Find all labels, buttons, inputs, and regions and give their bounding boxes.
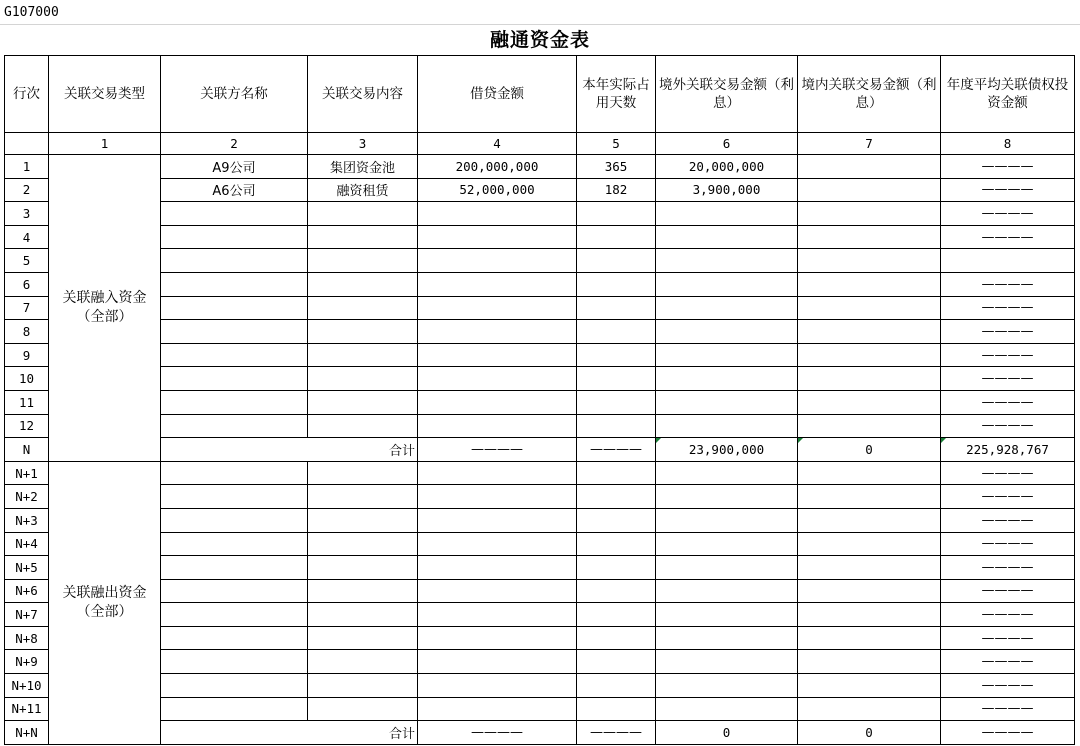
party-cell[interactable]	[161, 249, 308, 273]
column-number-cell[interactable]: 3	[308, 133, 418, 155]
header-cell[interactable]: 关联交易类型	[49, 56, 161, 133]
average-amount-cell[interactable]: ————	[941, 579, 1075, 603]
domestic-amount-cell[interactable]	[798, 556, 941, 580]
party-cell[interactable]	[161, 485, 308, 509]
foreign-amount-cell[interactable]	[656, 650, 798, 674]
average-amount-cell[interactable]: ————	[941, 461, 1075, 485]
amount-cell[interactable]	[418, 461, 577, 485]
row-number-cell[interactable]: 12	[5, 414, 49, 438]
domestic-amount-cell[interactable]	[798, 603, 941, 627]
average-amount-cell[interactable]: ————	[941, 178, 1075, 202]
total-label[interactable]: 合计	[161, 438, 418, 462]
content-cell[interactable]	[308, 650, 418, 674]
row-number-cell[interactable]: 1	[5, 155, 49, 179]
domestic-amount-cell[interactable]: 0	[798, 438, 941, 462]
days-cell[interactable]	[577, 579, 656, 603]
content-cell[interactable]: 融资租赁	[308, 178, 418, 202]
row-number-cell[interactable]: N+10	[5, 674, 49, 698]
table-row	[5, 650, 1075, 674]
average-amount-cell[interactable]: ————	[941, 650, 1075, 674]
domestic-amount-cell[interactable]	[798, 650, 941, 674]
foreign-amount-cell[interactable]	[656, 249, 798, 273]
party-cell[interactable]: A9公司	[161, 155, 308, 179]
domestic-amount-cell[interactable]: 0	[798, 721, 941, 745]
table-row	[5, 343, 1075, 367]
foreign-amount-cell[interactable]	[656, 697, 798, 721]
column-number-cell[interactable]: 8	[941, 133, 1075, 155]
foreign-amount-cell[interactable]: 20,000,000	[656, 155, 798, 179]
domestic-amount-cell[interactable]	[798, 390, 941, 414]
amount-cell[interactable]: ————	[418, 721, 577, 745]
party-cell[interactable]	[161, 390, 308, 414]
table-row	[5, 414, 1075, 438]
amount-cell[interactable]	[418, 343, 577, 367]
content-cell[interactable]	[308, 603, 418, 627]
table-row	[5, 178, 1075, 202]
days-cell[interactable]	[577, 461, 656, 485]
row-number-cell[interactable]: 5	[5, 249, 49, 273]
content-cell[interactable]	[308, 202, 418, 226]
row-number-cell[interactable]: N+6	[5, 579, 49, 603]
domestic-amount-cell[interactable]	[798, 272, 941, 296]
foreign-amount-cell[interactable]: 3,900,000	[656, 178, 798, 202]
foreign-amount-cell[interactable]	[656, 225, 798, 249]
group-out-label[interactable]: 关联融出资金（全部）	[49, 461, 161, 744]
days-cell[interactable]	[577, 674, 656, 698]
days-cell[interactable]: ————	[577, 721, 656, 745]
amount-cell[interactable]: 52,000,000	[418, 178, 577, 202]
table-row	[5, 367, 1075, 391]
domestic-amount-cell[interactable]	[798, 367, 941, 391]
amount-cell[interactable]	[418, 674, 577, 698]
table-row	[5, 461, 1075, 485]
foreign-amount-cell[interactable]	[656, 508, 798, 532]
days-cell[interactable]	[577, 225, 656, 249]
days-cell[interactable]	[577, 296, 656, 320]
content-cell[interactable]	[308, 367, 418, 391]
average-amount-cell[interactable]: ————	[941, 697, 1075, 721]
average-amount-cell[interactable]: ————	[941, 296, 1075, 320]
average-amount-cell[interactable]: ————	[941, 343, 1075, 367]
content-cell[interactable]	[308, 461, 418, 485]
party-cell[interactable]: A6公司	[161, 178, 308, 202]
amount-cell[interactable]	[418, 603, 577, 627]
days-cell[interactable]	[577, 626, 656, 650]
total-row	[5, 721, 1075, 745]
days-cell[interactable]	[577, 603, 656, 627]
foreign-amount-cell[interactable]	[656, 272, 798, 296]
party-cell[interactable]	[161, 320, 308, 344]
column-number-cell[interactable]: 6	[656, 133, 798, 155]
foreign-amount-cell[interactable]	[656, 461, 798, 485]
row-number-cell[interactable]: N+1	[5, 461, 49, 485]
table-row	[5, 296, 1075, 320]
row-number-cell[interactable]: N	[5, 438, 49, 462]
days-cell[interactable]	[577, 532, 656, 556]
average-amount-cell[interactable]: ————	[941, 721, 1075, 745]
days-cell[interactable]	[577, 367, 656, 391]
days-cell[interactable]	[577, 272, 656, 296]
domestic-amount-cell[interactable]	[798, 414, 941, 438]
days-cell[interactable]	[577, 249, 656, 273]
domestic-amount-cell[interactable]	[798, 249, 941, 273]
row-number-cell[interactable]: 9	[5, 343, 49, 367]
party-cell[interactable]	[161, 603, 308, 627]
foreign-amount-cell[interactable]	[656, 320, 798, 344]
content-cell[interactable]	[308, 225, 418, 249]
party-cell[interactable]	[161, 461, 308, 485]
amount-cell[interactable]	[418, 626, 577, 650]
foreign-amount-cell[interactable]	[656, 485, 798, 509]
header-cell[interactable]: 行次	[5, 56, 49, 133]
column-number-cell[interactable]: 2	[161, 133, 308, 155]
foreign-amount-cell[interactable]	[656, 579, 798, 603]
content-cell[interactable]	[308, 626, 418, 650]
party-cell[interactable]	[161, 650, 308, 674]
header-cell[interactable]: 年度平均关联债权投资金额	[941, 56, 1075, 133]
days-cell[interactable]: ————	[577, 438, 656, 462]
domestic-amount-cell[interactable]	[798, 155, 941, 179]
average-amount-cell[interactable]: ————	[941, 508, 1075, 532]
party-cell[interactable]	[161, 579, 308, 603]
average-amount-cell[interactable]: ————	[941, 626, 1075, 650]
days-cell[interactable]	[577, 485, 656, 509]
table-row	[5, 603, 1075, 627]
row-number-cell[interactable]: N+4	[5, 532, 49, 556]
table-row	[5, 202, 1075, 226]
table-row	[5, 532, 1075, 556]
table-row	[5, 390, 1075, 414]
domestic-amount-cell[interactable]	[798, 296, 941, 320]
amount-cell[interactable]	[418, 225, 577, 249]
amount-cell[interactable]: 200,000,000	[418, 155, 577, 179]
column-number-row	[5, 133, 1075, 155]
average-amount-cell[interactable]: ————	[941, 485, 1075, 509]
table-row	[5, 155, 1075, 179]
average-amount-cell[interactable]: ————	[941, 320, 1075, 344]
days-cell[interactable]	[577, 650, 656, 674]
table-row	[5, 674, 1075, 698]
table-row	[5, 556, 1075, 580]
foreign-amount-cell[interactable]	[656, 390, 798, 414]
column-number-cell[interactable]: 4	[418, 133, 577, 155]
domestic-amount-cell[interactable]	[798, 320, 941, 344]
amount-cell[interactable]	[418, 532, 577, 556]
header-cell[interactable]: 关联方名称	[161, 56, 308, 133]
average-amount-cell[interactable]: ————	[941, 556, 1075, 580]
foreign-amount-cell[interactable]	[656, 343, 798, 367]
days-cell[interactable]	[577, 320, 656, 344]
row-number-cell[interactable]: N+8	[5, 626, 49, 650]
foreign-amount-cell[interactable]	[656, 367, 798, 391]
average-amount-cell[interactable]: ————	[941, 390, 1075, 414]
domestic-amount-cell[interactable]	[798, 697, 941, 721]
party-cell[interactable]	[161, 343, 308, 367]
amount-cell[interactable]	[418, 556, 577, 580]
table-row	[5, 508, 1075, 532]
column-number-cell[interactable]: 1	[49, 133, 161, 155]
amount-cell[interactable]	[418, 390, 577, 414]
days-cell[interactable]: 182	[577, 178, 656, 202]
party-cell[interactable]	[161, 626, 308, 650]
domestic-amount-cell[interactable]	[798, 485, 941, 509]
foreign-amount-cell[interactable]	[656, 626, 798, 650]
average-amount-cell[interactable]: ————	[941, 272, 1075, 296]
amount-cell[interactable]	[418, 485, 577, 509]
table-row	[5, 249, 1075, 273]
domestic-amount-cell[interactable]	[798, 343, 941, 367]
content-cell[interactable]	[308, 390, 418, 414]
party-cell[interactable]	[161, 674, 308, 698]
content-cell[interactable]	[308, 556, 418, 580]
domestic-amount-cell[interactable]	[798, 626, 941, 650]
amount-cell[interactable]	[418, 579, 577, 603]
content-cell[interactable]	[308, 414, 418, 438]
row-number-cell[interactable]: 2	[5, 178, 49, 202]
domestic-amount-cell[interactable]	[798, 225, 941, 249]
average-amount-cell[interactable]: ————	[941, 674, 1075, 698]
amount-cell[interactable]	[418, 367, 577, 391]
party-cell[interactable]	[161, 532, 308, 556]
days-cell[interactable]	[577, 343, 656, 367]
header-cell[interactable]: 借贷金额	[418, 56, 577, 133]
amount-cell[interactable]	[418, 272, 577, 296]
divider	[0, 24, 1080, 25]
row-number-cell[interactable]: 3	[5, 202, 49, 226]
party-cell[interactable]	[161, 202, 308, 226]
content-cell[interactable]	[308, 697, 418, 721]
days-cell[interactable]	[577, 390, 656, 414]
amount-cell[interactable]	[418, 202, 577, 226]
amount-cell[interactable]	[418, 249, 577, 273]
content-cell[interactable]	[308, 532, 418, 556]
party-cell[interactable]	[161, 225, 308, 249]
table-row	[5, 272, 1075, 296]
domestic-amount-cell[interactable]	[798, 579, 941, 603]
party-cell[interactable]	[161, 508, 308, 532]
row-number-cell[interactable]: N+2	[5, 485, 49, 509]
average-amount-cell[interactable]: ————	[941, 155, 1075, 179]
amount-cell[interactable]	[418, 650, 577, 674]
domestic-amount-cell[interactable]	[798, 178, 941, 202]
table-row	[5, 320, 1075, 344]
average-amount-cell[interactable]: ————	[941, 532, 1075, 556]
content-cell[interactable]	[308, 485, 418, 509]
domestic-amount-cell[interactable]	[798, 532, 941, 556]
table-row	[5, 485, 1075, 509]
content-cell[interactable]	[308, 674, 418, 698]
party-cell[interactable]	[161, 556, 308, 580]
column-number-cell[interactable]: 7	[798, 133, 941, 155]
row-number-cell[interactable]: N+9	[5, 650, 49, 674]
days-cell[interactable]	[577, 508, 656, 532]
header-cell[interactable]: 本年实际占用天数	[577, 56, 656, 133]
party-cell[interactable]	[161, 272, 308, 296]
total-row	[5, 438, 1075, 462]
content-cell[interactable]	[308, 343, 418, 367]
average-amount-cell[interactable]: ————	[941, 202, 1075, 226]
header-cell[interactable]: 关联交易内容	[308, 56, 418, 133]
foreign-amount-cell[interactable]	[656, 603, 798, 627]
column-number-cell[interactable]: 5	[577, 133, 656, 155]
foreign-amount-cell[interactable]	[656, 532, 798, 556]
days-cell[interactable]	[577, 697, 656, 721]
row-number-cell[interactable]: N+11	[5, 697, 49, 721]
table-row	[5, 579, 1075, 603]
row-number-cell[interactable]: N+3	[5, 508, 49, 532]
amount-cell[interactable]	[418, 320, 577, 344]
row-number-cell[interactable]: N+5	[5, 556, 49, 580]
days-cell[interactable]	[577, 556, 656, 580]
group-in-label[interactable]: 关联融入资金（全部）	[49, 155, 161, 462]
days-cell[interactable]	[577, 414, 656, 438]
foreign-amount-cell[interactable]	[656, 414, 798, 438]
content-cell[interactable]	[308, 296, 418, 320]
column-number-cell[interactable]	[5, 133, 49, 155]
foreign-amount-cell[interactable]	[656, 202, 798, 226]
average-amount-cell[interactable]: ————	[941, 414, 1075, 438]
financing-table	[4, 55, 1075, 745]
domestic-amount-cell[interactable]	[798, 202, 941, 226]
row-number-cell[interactable]: 8	[5, 320, 49, 344]
row-number-cell[interactable]: 11	[5, 390, 49, 414]
amount-cell[interactable]	[418, 508, 577, 532]
sheet-title: 融通资金表	[489, 29, 590, 51]
amount-cell[interactable]: ————	[418, 438, 577, 462]
party-cell[interactable]	[161, 697, 308, 721]
row-number-cell[interactable]: N+N	[5, 721, 49, 745]
party-cell[interactable]	[161, 367, 308, 391]
average-amount-cell[interactable]: ————	[941, 603, 1075, 627]
table-row	[5, 697, 1075, 721]
average-amount-cell[interactable]: ————	[941, 225, 1075, 249]
amount-cell[interactable]	[418, 414, 577, 438]
amount-cell[interactable]	[418, 697, 577, 721]
foreign-amount-cell[interactable]	[656, 296, 798, 320]
domestic-amount-cell[interactable]	[798, 508, 941, 532]
average-amount-cell[interactable]	[941, 249, 1075, 273]
domestic-amount-cell[interactable]	[798, 461, 941, 485]
content-cell[interactable]	[308, 249, 418, 273]
content-cell[interactable]	[308, 508, 418, 532]
header-cell[interactable]: 境外关联交易金额（利息）	[656, 56, 798, 133]
content-cell[interactable]	[308, 320, 418, 344]
row-number-cell[interactable]: N+7	[5, 603, 49, 627]
table-row	[5, 225, 1075, 249]
party-cell[interactable]	[161, 414, 308, 438]
amount-cell[interactable]	[418, 296, 577, 320]
content-cell[interactable]	[308, 272, 418, 296]
content-cell[interactable]	[308, 579, 418, 603]
foreign-amount-cell[interactable]: 0	[656, 721, 798, 745]
row-number-cell[interactable]: 6	[5, 272, 49, 296]
party-cell[interactable]	[161, 296, 308, 320]
sheet-code[interactable]: G107000	[4, 5, 59, 20]
domestic-amount-cell[interactable]	[798, 674, 941, 698]
header-row	[5, 56, 1075, 133]
header-cell[interactable]: 境内关联交易金额（利息）	[798, 56, 941, 133]
total-label[interactable]: 合计	[161, 721, 418, 745]
row-number-cell[interactable]: 10	[5, 367, 49, 391]
foreign-amount-cell[interactable]	[656, 674, 798, 698]
average-amount-cell[interactable]: ————	[941, 367, 1075, 391]
row-number-cell[interactable]: 7	[5, 296, 49, 320]
content-cell[interactable]: 集团资金池	[308, 155, 418, 179]
foreign-amount-cell[interactable]	[656, 556, 798, 580]
foreign-amount-cell[interactable]: 23,900,000	[656, 438, 798, 462]
row-number-cell[interactable]: 4	[5, 225, 49, 249]
days-cell[interactable]: 365	[577, 155, 656, 179]
days-cell[interactable]	[577, 202, 656, 226]
average-amount-cell[interactable]: 225,928,767	[941, 438, 1075, 462]
table-row	[5, 626, 1075, 650]
